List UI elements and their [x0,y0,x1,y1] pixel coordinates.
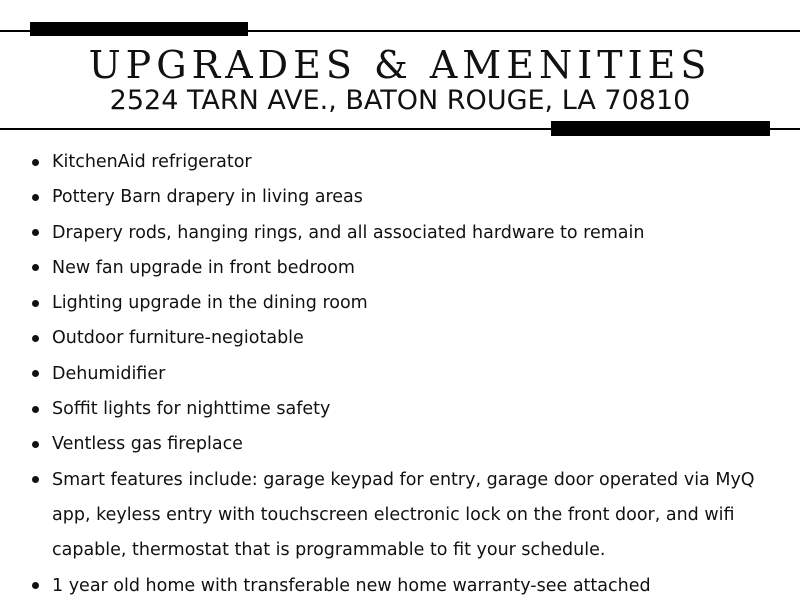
bottom-accent-bar [551,121,770,136]
list-item: 1 year old home with transferable new home warranty-see attached [30,569,770,604]
list-item: New fan upgrade in front bedroom [30,251,770,286]
list-item: Ventless gas fireplace [30,427,770,462]
list-item: Smart features include: garage keypad for entry, garage door operated via MyQ app, keyless entry with touchscreen electronic lock on the front door, and wifi capable, thermostat that is programmable to fit your schedule. [30,463,770,569]
list-item: Outdoor furniture-negiotable [30,321,770,356]
list-item: Lighting upgrade in the dining room [30,286,770,321]
list-item: Soffit lights for nighttime safety [30,392,770,427]
list-item: Drapery rods, hanging rings, and all associated hardware to remain [30,216,770,251]
amenities-list [30,145,770,604]
top-accent-bar [30,22,248,36]
list-item: Dehumidifier [30,357,770,392]
page-title: UPGRADES & AMENITIES [88,43,712,87]
list-item: KitchenAid refrigerator [30,145,770,180]
property-address: 2524 TARN AVE., BATON ROUGE, LA 70810 [109,85,691,116]
list-item: Pottery Barn drapery in living areas [30,180,770,215]
